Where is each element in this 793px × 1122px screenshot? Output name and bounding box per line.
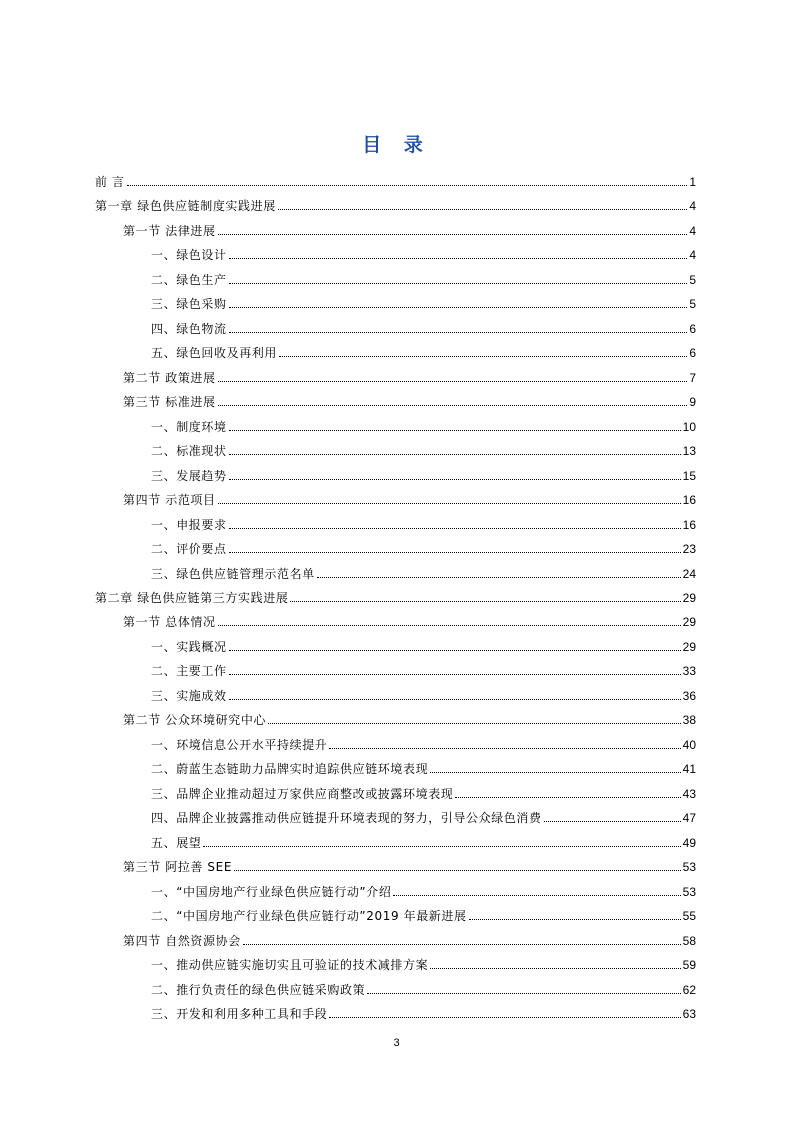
toc-entry-label: 一、绿色设计 [151,248,227,263]
toc-entry-page: 33 [682,664,696,679]
toc-entry-page: 41 [682,762,696,777]
toc-leader-dots [367,992,680,994]
toc-entry-label: 三、品牌企业推动超过万家供应商整改或披露环境表现 [151,786,454,801]
toc-entry-label: 三、绿色供应链管理示范名单 [151,566,315,581]
toc-entry-page: 53 [682,860,696,875]
toc-entry[interactable] [151,949,696,973]
toc-leader-dots [229,429,681,431]
toc-entry-page: 29 [682,639,696,654]
toc-entry-label: 三、绿色采购 [151,297,227,312]
toc-entry[interactable] [151,729,696,753]
toc-leader-dots [218,502,681,504]
toc-leader-dots [229,453,681,455]
toc-entry-page: 29 [682,615,696,630]
toc-entry-page: 13 [682,444,696,459]
toc-entry-label: 四、绿色物流 [151,321,227,336]
toc-leader-dots [430,967,680,969]
toc-entry-page: 55 [682,909,696,924]
toc-entry[interactable] [123,925,696,949]
toc-leader-dots [234,869,681,871]
toc-leader-dots [268,722,681,724]
toc-entry-label: 三、发展趋势 [151,468,227,483]
toc-leader-dots [243,943,681,945]
toc-entry[interactable] [123,484,696,508]
toc-entry-page: 47 [682,811,696,826]
toc-entry-page: 40 [682,737,696,752]
toc-entry[interactable] [95,582,696,606]
toc-entry-page: 4 [689,199,696,214]
toc-entry[interactable] [95,190,696,214]
toc-entry[interactable] [151,509,696,533]
toc-entry[interactable] [151,631,696,655]
toc-entry[interactable] [151,239,696,263]
toc-leader-dots [329,1016,680,1018]
toc-entry-label: 二、蔚蓝生态链助力品牌实时追踪供应链环境表现 [151,762,429,777]
toc-leader-dots [229,306,688,308]
toc-leader-dots [218,233,688,235]
toc-entry-page: 23 [682,542,696,557]
toc-entry[interactable] [151,558,696,582]
toc-entry-label: 第一章 绿色供应链制度实践进展 [95,199,276,214]
toc-entry[interactable] [123,362,696,386]
toc-entry-label: 二、绿色生产 [151,272,227,287]
toc-leader-dots [455,796,680,798]
toc-entry-page: 9 [689,395,696,410]
toc-entry-page: 62 [682,982,696,997]
toc-entry[interactable] [151,680,696,704]
toc-entry-label: 一、推动供应链实施切实且可验证的技术减排方案 [151,958,429,973]
toc-entry-label: 二、主要工作 [151,664,227,679]
toc-entry-label: 五、展望 [151,835,202,850]
toc-entry-label: 三、开发和利用多种工具和手段 [151,1006,328,1021]
toc-entry[interactable] [151,778,696,802]
toc-entry[interactable] [123,386,696,410]
toc-leader-dots [203,845,680,847]
toc-entry[interactable] [151,876,696,900]
toc-leader-dots [279,355,687,357]
toc-entry-page: 4 [689,248,696,263]
toc-entry[interactable] [151,998,696,1022]
toc-leader-dots [278,208,687,210]
toc-entry[interactable] [123,851,696,875]
toc-leader-dots [229,551,681,553]
toc-entry-label: 二、标准现状 [151,444,227,459]
toc-leader-dots [127,184,688,186]
toc-entry-page: 53 [682,884,696,899]
toc-entry-label: 二、推行负责任的绿色供应链采购政策 [151,982,366,997]
toc-entry-page: 29 [682,590,696,605]
toc-entry[interactable] [151,411,696,435]
toc-entry-label: 三、实施成效 [151,688,227,703]
toc-entry[interactable] [123,215,696,239]
toc-leader-dots [229,282,688,284]
toc-entry-label: 一、实践概况 [151,639,227,654]
toc-entry[interactable] [151,264,696,288]
toc-leader-dots [430,771,680,773]
toc-entry-page: 6 [689,321,696,336]
toc-entry-label: 第三节 阿拉善 SEE [123,860,233,875]
toc-leader-dots [317,576,681,578]
toc-entry-label: 五、绿色回收及再利用 [151,346,278,361]
toc-leader-dots [229,673,681,675]
toc-entry-page: 58 [682,933,696,948]
toc-entry-label: 一、制度环境 [151,419,227,434]
toc-entry-label: 一、申报要求 [151,517,227,532]
toc-leader-dots [218,404,688,406]
toc-entry[interactable] [151,900,696,924]
toc-entry-page: 63 [682,1006,696,1021]
toc-entry[interactable] [151,802,696,826]
toc-entry[interactable] [151,655,696,679]
toc-leader-dots [229,478,681,480]
toc-entry-page: 59 [682,958,696,973]
toc-leader-dots [229,527,681,529]
toc-entry-page: 5 [689,297,696,312]
toc-entry-label: 二、评价要点 [151,542,227,557]
toc-entry-page: 36 [682,688,696,703]
toc-entry-page: 1 [689,175,696,189]
toc-entry-page: 43 [682,786,696,801]
page-number: 3 [393,1037,400,1049]
toc-entry[interactable] [151,827,696,851]
toc-entry-label: 一、“中国房地产行业绿色供应链行动”介绍 [151,884,392,899]
toc-entry-page: 4 [689,223,696,238]
toc-leader-dots [229,257,688,259]
toc-leader-dots [469,918,681,920]
toc-entry[interactable] [123,704,696,728]
toc-entry-label: 第二章 绿色供应链第三方实践进展 [95,590,289,605]
toc-entry[interactable] [151,288,696,312]
toc-entry-label: 二、“中国房地产行业绿色供应链行动”2019 年最新进展 [151,909,467,924]
toc-leader-dots [329,747,680,749]
toc-entry-page: 24 [682,566,696,581]
toc-leader-dots [544,820,681,822]
toc-entry-page: 15 [682,468,696,483]
toc-entry-page: 49 [682,835,696,850]
toc-entry-page: 16 [682,517,696,532]
toc-entry[interactable] [151,460,696,484]
toc-leader-dots [393,894,680,896]
toc-leader-dots [229,698,681,700]
toc-entry-page: 16 [682,493,696,508]
toc-entry[interactable] [151,974,696,998]
toc-entry-label: 第三节 标准进展 [123,395,216,410]
toc-entry-label: 第一节 总体情况 [123,615,216,630]
toc-leader-dots [229,649,681,651]
toc-entry[interactable] [151,337,696,361]
toc-entry-page: 10 [682,419,696,434]
toc-entry[interactable] [123,606,696,630]
toc-entry-label: 第二节 公众环境研究中心 [123,713,267,728]
toc-entry-page: 5 [689,272,696,287]
toc-entry-page: 38 [682,713,696,728]
toc-entry-page: 6 [689,346,696,361]
toc-entry-label: 四、品牌企业披露推动供应链提升环境表现的努力，引导公众绿色消费 [151,811,542,826]
toc-entry[interactable] [151,435,696,459]
toc-entry[interactable] [151,533,696,557]
toc-entry-page: 7 [689,370,696,385]
toc-entry-label: 第四节 自然资源协会 [123,933,241,948]
toc-entry-label: 前 言 [95,175,125,189]
toc-leader-dots [218,624,681,626]
toc-entry-label: 第四节 示范项目 [123,493,216,508]
page-title: 目 录 [362,134,431,156]
toc-entry-label: 一、环境信息公开水平持续提升 [151,737,328,752]
toc-entry[interactable] [151,753,696,777]
toc-entry[interactable] [95,166,696,190]
toc-entry[interactable] [151,313,696,337]
toc-entry-label: 第二节 政策进展 [123,370,216,385]
toc-entry-label: 第一节 法律进展 [123,223,216,238]
toc-leader-dots [229,331,688,333]
toc-leader-dots [218,380,688,382]
toc-leader-dots [290,600,680,602]
